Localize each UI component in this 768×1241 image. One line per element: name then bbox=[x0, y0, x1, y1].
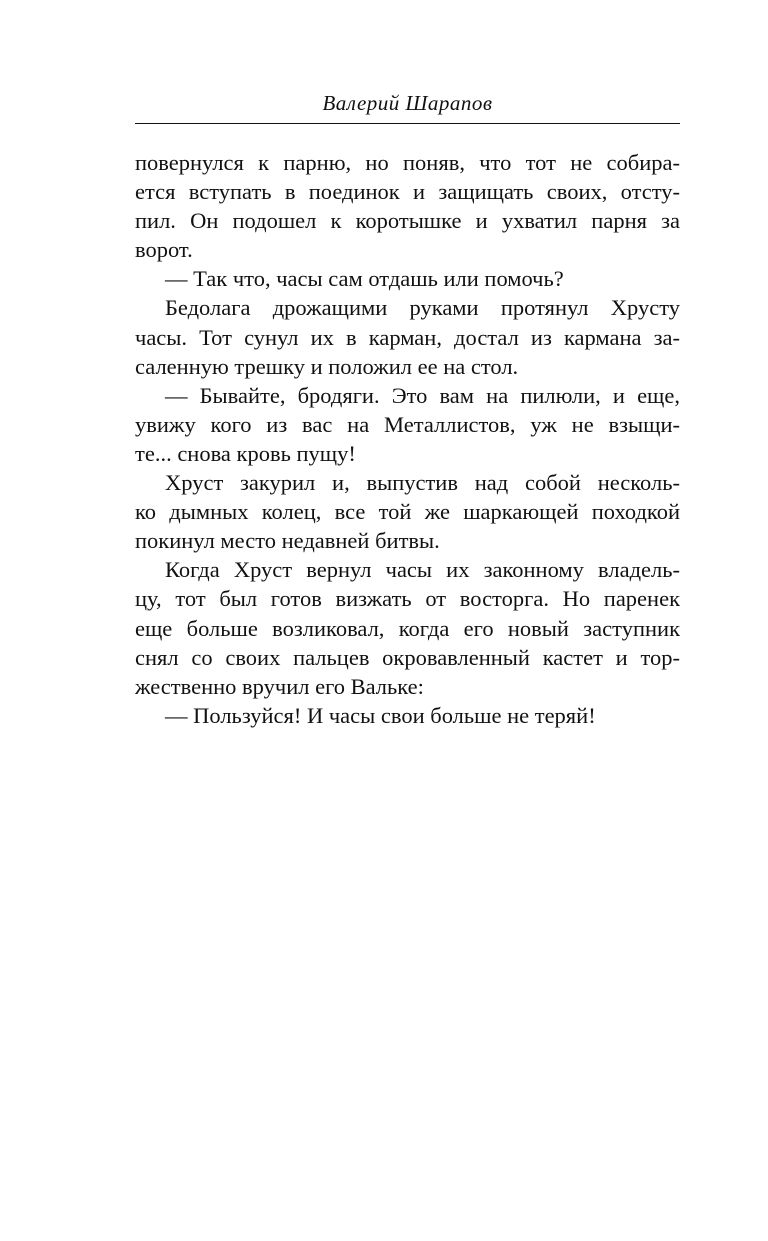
text-line: Когда Хруст вернул часы их законному владель- bbox=[165, 557, 680, 583]
text-line: покинул место недавней битвы. bbox=[135, 528, 440, 554]
header-rule bbox=[135, 123, 680, 124]
text-line: увижу кого из вас на Металлистов, уж не взыщи- bbox=[135, 411, 680, 437]
text-line: ворот. bbox=[135, 237, 193, 263]
text-line: ется вступать в поединок и защищать своих, отсту- bbox=[135, 179, 680, 205]
body-text bbox=[135, 148, 680, 730]
text-line: Хруст закурил и, выпустив над собой несколь- bbox=[165, 470, 680, 496]
text-line: Бедолага дрожащими руками протянул Хрусту bbox=[165, 295, 680, 321]
text-line: еще больше возликовал, когда его новый заступник bbox=[135, 615, 680, 641]
text-line: пил. Он подошел к коротышке и ухватил парня за bbox=[135, 208, 680, 234]
text-line: ко дымных колец, все той же шаркающей походкой bbox=[135, 499, 680, 525]
text-line: часы. Тот сунул их в карман, достал из кармана за- bbox=[135, 324, 680, 350]
text-line: жественно вручил его Вальке: bbox=[135, 673, 424, 699]
dialogue-line: — Так что, часы сам отдашь или помочь? bbox=[165, 266, 564, 292]
text-line: саленную трешку и положил ее на стол. bbox=[135, 353, 519, 379]
running-head-author: Валерий Шарапов bbox=[322, 91, 493, 115]
dialogue-line: — Пользуйся! И часы свои больше не теряй! bbox=[165, 702, 596, 728]
dialogue-line: — Бывайте, бродяги. Это вам на пилюли, и еще, bbox=[165, 382, 680, 408]
text-line: снял со своих пальцев окровавленный кастет и тор- bbox=[135, 644, 680, 670]
text-line: повернулся к парню, но поняв, что тот не собира- bbox=[135, 150, 680, 175]
text-line: те... снова кровь пущу! bbox=[135, 440, 356, 466]
text-line: цу, тот был готов визжать от восторга. Но паренек bbox=[135, 586, 680, 612]
